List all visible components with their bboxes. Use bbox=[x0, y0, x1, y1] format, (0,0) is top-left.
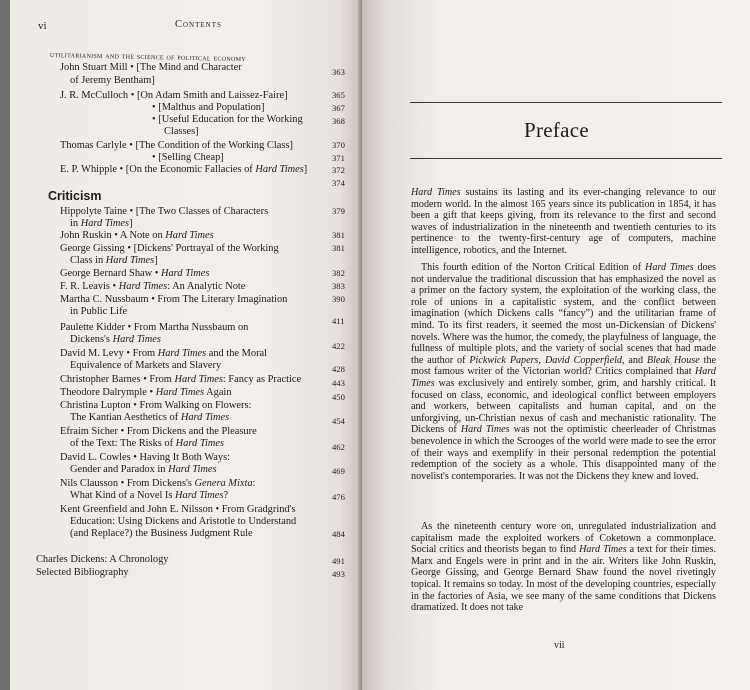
toc-page-number: 454 bbox=[332, 416, 345, 426]
toc-page-number: 462 bbox=[332, 442, 345, 452]
page-number-left: vi bbox=[38, 20, 47, 32]
toc-entry-text: Gender and Paradox in Hard Times bbox=[70, 464, 217, 475]
toc-entry-text: The Kantian Aesthetics of Hard Times bbox=[70, 412, 230, 423]
toc-entry-text: E. P. Whipple • [On the Economic Fallacies of Hard Times] bbox=[60, 164, 308, 175]
running-head: Contents bbox=[175, 19, 222, 30]
toc-entry-text: Thomas Carlyle • [The Condition of the Working Class] bbox=[60, 140, 293, 151]
toc-entry-text: Efraim Sicher • From Dickens and the Pleasure bbox=[60, 426, 257, 437]
toc-page-number: 379 bbox=[332, 206, 345, 216]
toc-page-number: 491 bbox=[332, 556, 345, 566]
toc-entry-text: George Gissing • [Dickens' Portrayal of the Working bbox=[60, 243, 279, 254]
toc-page-number: 371 bbox=[332, 153, 345, 163]
toc-page-number: 484 bbox=[332, 529, 345, 539]
toc-entry-text: • [Selling Cheap] bbox=[152, 152, 224, 163]
toc-page-number: 372 bbox=[332, 165, 345, 175]
title-rule-top bbox=[410, 102, 722, 103]
preface-paragraph: This fourth edition of the Norton Critical Edition of Hard Times does not undervalue the traditional discussion that has emphasized the novel as a primer on the factory system, the exploitation of the working class, the role of unions in a capitalistic system, and the conflict between imagination (which Dickens calls “fancy”) and the utilitarian frame of mind. To its first readers, it seemed the most un-Dickensian of Dickens' novels. Where was the humor, the comedy, the playfulness of language, the fullness of multiple plots, and the variety of social scenes that had made the author of Pickwick Papers, David Copperfield, and Bleak House the most famous writer of the Victorian world? Critics complained that Hard Times was exclusively and entirely somber, grim, and harshly critical. It focused on class, economic, and ideological conflict between employers and workers, between capitalists and human capital, and on the unforgiving, un-Christian nexus of cash and mechanistic rationality. The Dickens of Hard Times was not the optimistic cheerleader of Christmas benevolence in which the Scrooges of the world were made to see the error of their ways and exemplify in their personal redemption the potential redemption of the society as a whole. This disappointed many of the novelist's contemporaries. It was not the Dickens they knew and loved. bbox=[411, 262, 717, 482]
toc-page-number: 374 bbox=[332, 178, 345, 188]
toc-page-number: 381 bbox=[332, 230, 345, 240]
toc-page-number: 411 bbox=[332, 316, 345, 326]
toc-entry-text: George Bernard Shaw • Hard Times bbox=[60, 268, 210, 279]
toc-page-number: 493 bbox=[332, 569, 345, 579]
toc-page-number: 422 bbox=[332, 341, 345, 351]
toc-entry-text: John Ruskin • A Note on Hard Times bbox=[60, 230, 214, 241]
toc-entry-text: Christopher Barnes • From Hard Times: Fancy as Practice bbox=[60, 374, 302, 385]
toc-page-number: 469 bbox=[332, 466, 345, 476]
preface-paragraph: Hard Times sustains its lasting and its ever-changing relevance to our modern world. In the almost 165 years since its publication in 1854, it has been a gift that keeps giving, from its relevance to the first and second waves of industrialization in the nineteenth and twentieth centuries to its pertinence to the twenty-first-century age of computers, machine intelligence, robotics, and the Internet. bbox=[411, 187, 716, 256]
toc-page-number: 382 bbox=[332, 268, 345, 278]
toc-entry-text: Paulette Kidder • From Martha Nussbaum on bbox=[60, 322, 249, 333]
toc-page-number: 370 bbox=[332, 140, 345, 150]
toc-entry-text: of the Text: The Risks of Hard Times bbox=[70, 438, 225, 449]
preface-paragraph: As the nineteenth century wore on, unregulated industrialization and capitalism made the exploited workers of Coketown a commonplace. Social critics and theorists began to find Hard Times a text for their times. Marx and Engels were in print and in the air. Writers like John Ruskin, George Gissing, and George Bernard Shaw found the novel rivetingly topical. It remains so today. In most of the developing countries, especially in the factories of Asia, we see many of the same conditions that Dickens dramatized. It does not take bbox=[411, 521, 716, 614]
toc-entry-text: Education: Using Dickens and Aristotle to Understand bbox=[70, 516, 297, 527]
toc-page-number: 367 bbox=[332, 103, 345, 113]
toc-page-number: 443 bbox=[332, 378, 345, 388]
toc-page-number: 476 bbox=[332, 492, 345, 502]
toc-entry-text: F. R. Leavis • Hard Times: An Analytic Note bbox=[60, 281, 246, 292]
toc-page-number: 381 bbox=[332, 243, 345, 253]
toc-entry-text: Selected Bibliography bbox=[36, 567, 129, 578]
toc-entry-text: John Stuart Mill • [The Mind and Character bbox=[60, 62, 242, 73]
preface-page bbox=[362, 0, 750, 690]
toc-entry-text: in Public Life bbox=[70, 306, 128, 317]
toc-page-number: 390 bbox=[332, 294, 345, 304]
page-number-right: vii bbox=[554, 640, 565, 651]
toc-entry-text: What Kind of a Novel Is Hard Times? bbox=[70, 490, 229, 501]
toc-entry-text: J. R. McCulloch • [On Adam Smith and Laissez-Faire] bbox=[60, 90, 288, 101]
toc-entry-text: (and Replace?) the Business Judgment Rule bbox=[70, 528, 253, 539]
criticism-heading: Criticism bbox=[48, 189, 102, 203]
toc-page-number: 363 bbox=[332, 67, 345, 77]
toc-page-number: 368 bbox=[332, 116, 345, 126]
toc-entry-text: of Jeremy Bentham] bbox=[70, 75, 155, 86]
toc-page-number: 365 bbox=[332, 90, 345, 100]
toc-entry-text: Hippolyte Taine • [The Two Classes of Characters bbox=[60, 206, 269, 217]
toc-entry-text: • [Useful Education for the Working bbox=[152, 114, 303, 125]
toc-entry-text: Christina Lupton • From Walking on Flowers: bbox=[60, 400, 252, 411]
toc-page-number: 450 bbox=[332, 392, 345, 402]
contents-page bbox=[10, 0, 360, 690]
toc-page-number: 383 bbox=[332, 281, 345, 291]
section-title: utilitarianism and the science of political economy bbox=[49, 49, 247, 64]
toc-entry-text: David M. Levy • From Hard Times and the Moral bbox=[60, 348, 268, 359]
toc-entry-text: Nils Clausson • From Dickens's Genera Mixta: bbox=[60, 478, 256, 489]
toc-entry-text: Kent Greenfield and John E. Nilsson • From Gradgrind's bbox=[60, 504, 296, 515]
toc-entry-text: • [Malthus and Population] bbox=[152, 102, 265, 113]
toc-page-number: 428 bbox=[332, 364, 345, 374]
toc-entry-text: Class in Hard Times] bbox=[70, 255, 158, 266]
toc-entry-text: Theodore Dalrymple • Hard Times Again bbox=[60, 387, 232, 398]
toc-entry-text: in Hard Times] bbox=[70, 218, 133, 229]
toc-entry-text: David L. Cowles • Having It Both Ways: bbox=[60, 452, 230, 463]
title-rule-bottom bbox=[410, 158, 722, 159]
book-spread bbox=[10, 0, 750, 690]
toc-entry-text: Classes] bbox=[164, 126, 199, 137]
toc-entry-text: Charles Dickens: A Chronology bbox=[36, 554, 169, 565]
toc-entry-text: Dickens's Hard Times bbox=[70, 334, 161, 345]
preface-title: Preface bbox=[524, 118, 590, 142]
toc-entry-text: Equivalence of Markets and Slavery bbox=[70, 360, 222, 371]
toc-entry-text: Martha C. Nussbaum • From The Literary Imagination bbox=[60, 294, 288, 305]
